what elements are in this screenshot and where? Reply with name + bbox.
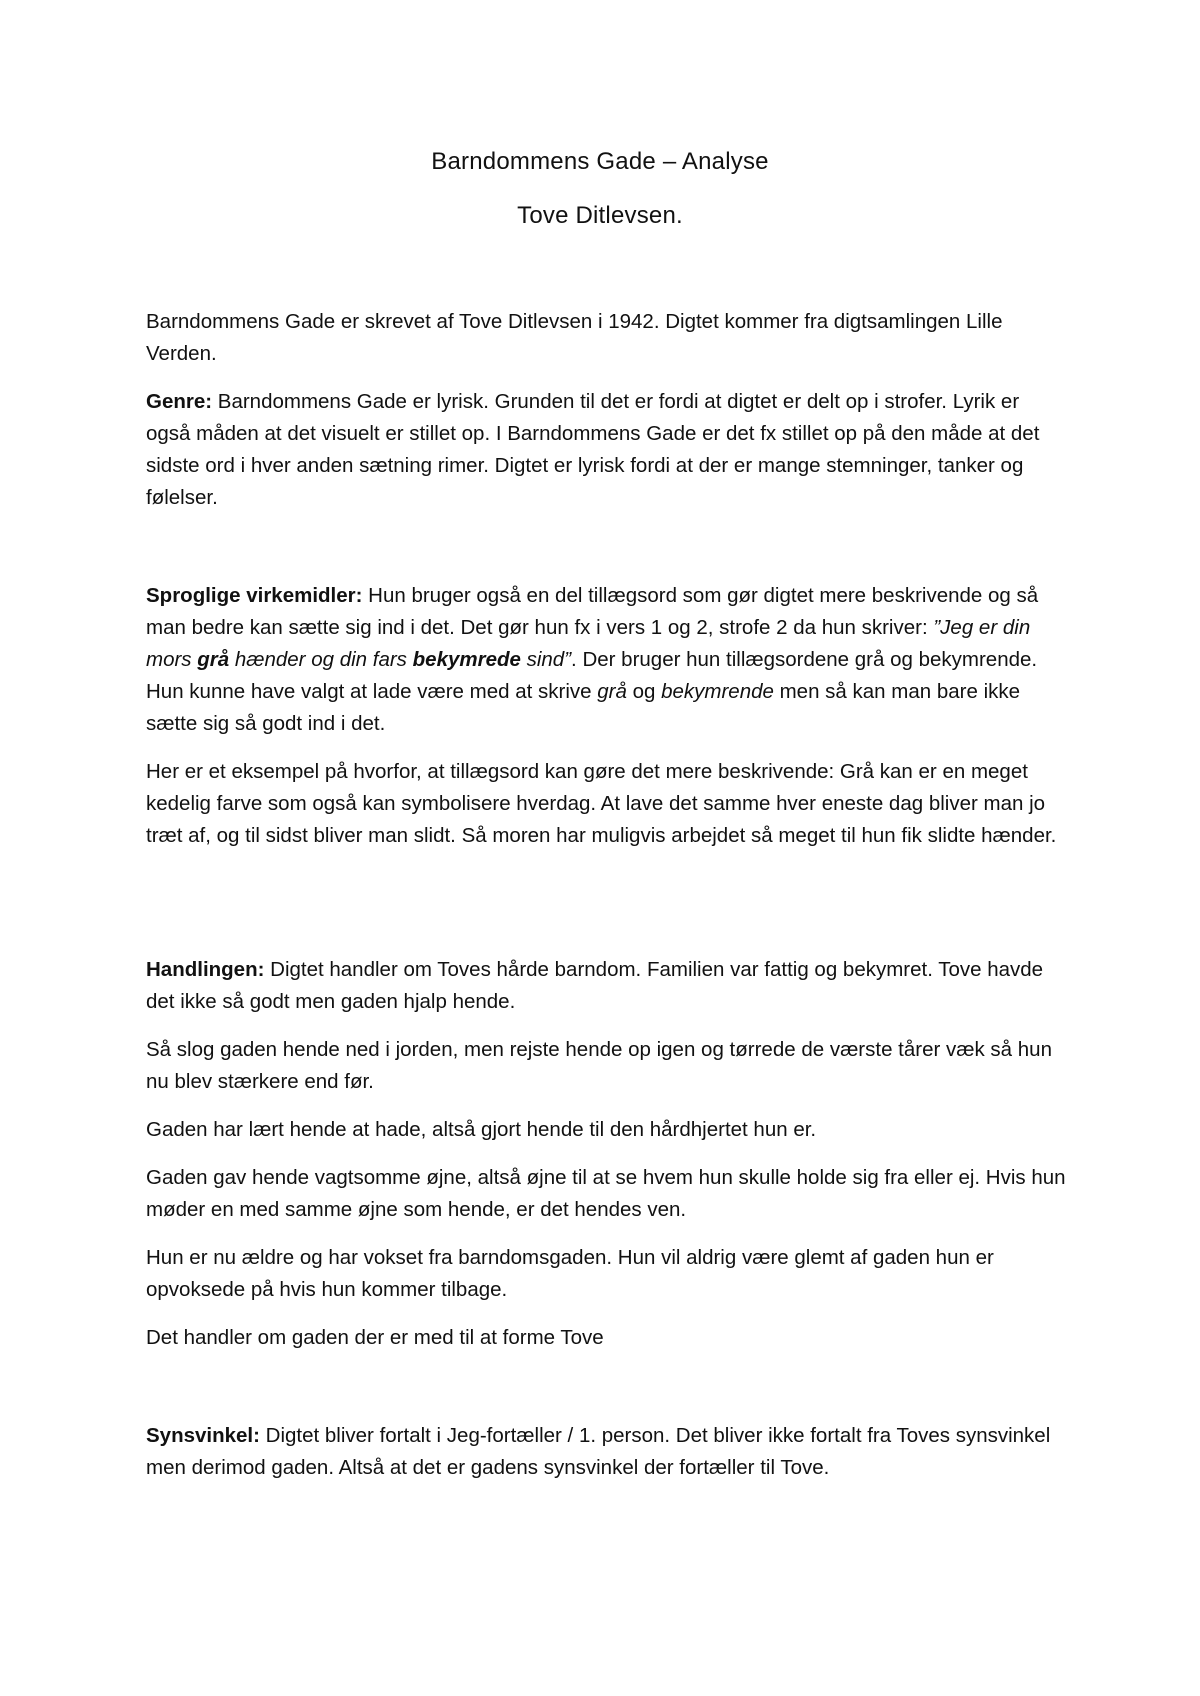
intro-paragraph: Barndommens Gade er skrevet af Tove Ditlevsen i 1942. Digtet kommer fra digtsamlingen Lille Verden.: [146, 310, 1003, 365]
handlingen-paragraph-3: Gaden har lært hende at hade, altså gjort hende til den hårdhjertet hun er.: [146, 1118, 817, 1141]
synsvinkel-text: Digtet bliver fortalt i Jeg-fortæller / 1. person. Det bliver ikke fortalt fra Toves synsvinkel men derimod gaden. Altså at det er gadens synsvinkel der fortæller til Tove.: [146, 1424, 1051, 1479]
italic-word-a: grå: [597, 680, 627, 703]
italic-word-b: bekymrende: [661, 680, 774, 703]
handlingen-text: Digtet handler om Toves hårde barndom. Familien var fattig og bekymret. Tove havde det ikke så godt men gaden hjalp hende.: [146, 958, 1044, 1013]
sproglige-label: Sproglige virkemidler:: [146, 584, 363, 607]
document-title: Barndommens Gade – Analyse: [431, 148, 769, 175]
genre-paragraph: [146, 386, 1066, 514]
sproglige-text-4: men så kan man bare ikke sætte sig så godt ind i det.: [146, 680, 1021, 735]
sproglige-text-2: . Der bruger hun tillægsordene grå og bekymrende. Hun kunne have valgt at lade være med at skrive: [146, 648, 1038, 703]
quote-part-b: hænder og din fars: [229, 648, 413, 671]
sproglige-paragraph: [146, 580, 1066, 740]
synsvinkel-paragraph: [146, 1420, 1066, 1484]
handlingen-paragraph-5: Hun er nu ældre og har vokset fra barndomsgaden. Hun vil aldrig være glemt af gaden hun er opvoksede på hvis hun kommer tilbage.: [146, 1246, 994, 1301]
quote-bold-b: bekymrede: [412, 648, 521, 671]
handlingen-paragraph-2: Så slog gaden hende ned i jorden, men rejste hende op igen og tørrede de værste tårer væk så hun nu blev stærkere end før.: [146, 1038, 1052, 1093]
synsvinkel-label: Synsvinkel:: [146, 1424, 260, 1447]
handlingen-paragraph-4: Gaden gav hende vagtsomme øjne, altså øjne til at se hvem hun skulle holde sig fra eller ej. Hvis hun møder en med samme øjne som hende, er det hendes ven.: [146, 1166, 1066, 1221]
quote-part-a: ”Jeg er din mors: [146, 616, 1031, 671]
sproglige-text-3: og: [626, 680, 662, 703]
section-sproglige-virkemidler: [146, 580, 1066, 868]
handlingen-label: Handlingen:: [146, 958, 265, 981]
section-intro-genre: [146, 306, 1066, 530]
section-synsvinkel: [146, 1420, 1066, 1500]
genre-label: Genre:: [146, 390, 213, 413]
document-author: Tove Ditlevsen.: [517, 202, 683, 229]
handlingen-paragraph: [146, 954, 1066, 1018]
section-handlingen: [146, 954, 1066, 1370]
sproglige-text-1: Hun bruger også en del tillægsord som gør digtet mere beskrivende og så man bedre kan sætte sig ind i det. Det gør hun fx i vers 1 og 2, strofe 2 da hun skriver:: [146, 584, 1039, 639]
sproglige-paragraph-2: Her er et eksempel på hvorfor, at tillægsord kan gøre det mere beskrivende: Grå kan er en meget kedelig farve som også kan symbolisere hverdag. At lave det samme hver eneste dag bliver man jo træt af, og til sidst bliver man slidt. Så moren har muligvis arbejdet så meget til hun fik slidte hænder.: [146, 760, 1057, 847]
quote-bold-a: grå: [197, 648, 230, 671]
handlingen-paragraph-6: Det handler om gaden der er med til at forme Tove: [146, 1326, 604, 1349]
genre-text: Barndommens Gade er lyrisk. Grunden til det er fordi at digtet er delt op i strofer. Lyrik er også måden at det visuelt er stillet op. I Barndommens Gade er det fx stillet op på den måde at det sidste ord i hver anden sætning rimer. Digtet er lyrisk fordi at der er mange stemninger, tanker og følelser.: [146, 390, 1040, 509]
quote-part-c: sind”: [520, 648, 572, 671]
